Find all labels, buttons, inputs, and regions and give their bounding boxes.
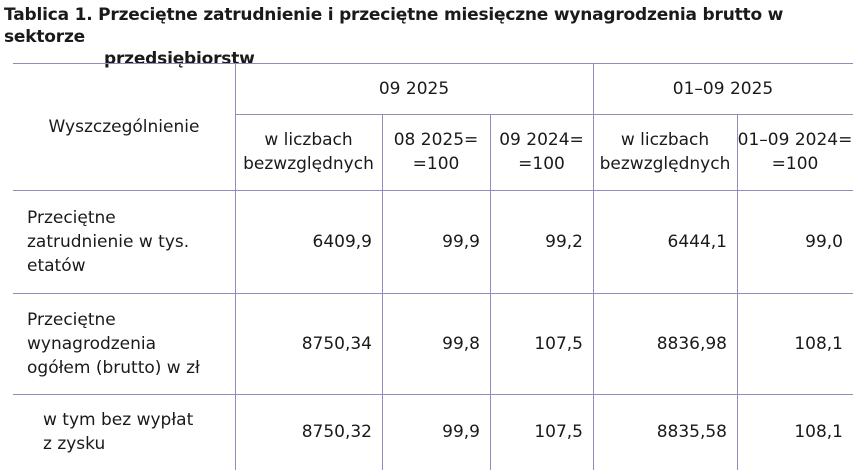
table-title-line-2: przedsiębiorstw [104, 49, 255, 69]
header-group-09-2025: 09 2025 [378, 78, 450, 99]
table-cell: 99,2 [545, 231, 583, 252]
table-cell: 8750,34 [301, 333, 372, 354]
table-cell: 107,5 [534, 333, 583, 354]
table-title [4, 4, 854, 70]
subheader-absolute-2: w liczbach bezwzględnych [599, 130, 731, 174]
subheader-index-08-2025: 08 2025= =100 [393, 130, 479, 174]
table-cell: 99,9 [442, 231, 480, 252]
subheader-index-01-09-2024: 01–09 2024= =100 [737, 130, 853, 174]
row-label-wages-excl-profit: w tym bez wypłat z zysku [43, 410, 194, 454]
subheader-index-09-2024: 09 2024= =100 [499, 130, 584, 174]
table-title-line-1: Tablica 1. Przeciętne zatrudnienie i przeciętne miesięczne wynagrodzenia brutto w sektorze [4, 5, 784, 47]
table-cell: 108,1 [794, 333, 843, 354]
header-stub: Wyszczególnienie [48, 116, 200, 137]
row-label-employment: Przeciętne zatrudnienie w tys. etatów [27, 207, 190, 276]
table-cell: 8836,98 [656, 333, 727, 354]
data-table [13, 63, 853, 470]
subheader-absolute-1: w liczbach bezwzględnych [243, 130, 374, 174]
table-cell: 99,9 [442, 422, 480, 442]
header-group-01-09-2025: 01–09 2025 [672, 78, 774, 99]
table-cell: 8835,58 [656, 422, 727, 442]
table-cell: 99,0 [805, 231, 843, 252]
table-cell: 8750,32 [301, 422, 372, 442]
table-cell: 107,5 [534, 422, 583, 442]
table-cell: 108,1 [794, 422, 843, 442]
table-cell: 99,8 [442, 333, 480, 354]
table-cell: 6444,1 [667, 231, 727, 252]
table-cell: 6409,9 [312, 231, 372, 252]
row-label-gross-wages: Przeciętne wynagrodzenia ogółem (brutto) w zł [27, 309, 200, 378]
